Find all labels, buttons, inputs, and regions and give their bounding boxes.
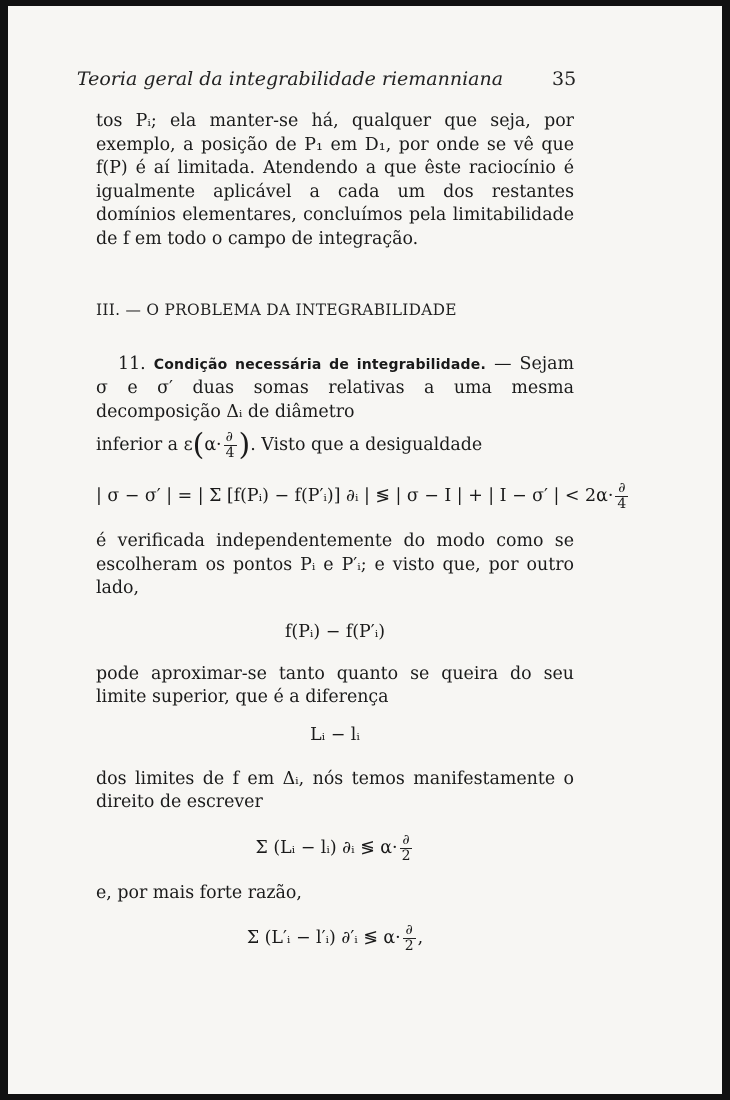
- fraction-numerator: ∂: [224, 430, 237, 446]
- paragraph-3: é verificada independentemente do modo como se escolheram os pontos Pᵢ e P′ᵢ; e visto que, por outro lado,: [96, 531, 574, 598]
- formula-1-expression: | σ − σ′ | = | Σ [f(Pᵢ) − f(P′ᵢ)] ∂ᵢ | ≶ | σ − I | + | I − σ′ | < 2α·: [96, 486, 614, 506]
- right-paren: ): [238, 427, 251, 463]
- paragraph-2-rest: Visto que a desigualdade: [255, 435, 483, 455]
- alpha-term: α·: [204, 435, 222, 455]
- paragraph-2-continued: inferior a ε(α· $\frac{\partial}{4}$ ). Visto que a desigualdade: [96, 427, 483, 463]
- fraction-numerator: ∂: [403, 923, 416, 939]
- paragraph-4: pode aproximar-se tanto quanto se queira do seu limite superior, que é a diferença: [96, 663, 574, 707]
- fraction-numerator: ∂: [615, 481, 628, 497]
- formula-inequality: [96, 480, 627, 512]
- page-body: [96, 110, 627, 972]
- formula-sum-2: [96, 923, 574, 954]
- paragraph-6: e, por mais forte razão,: [96, 882, 302, 903]
- formula-sum-1: [96, 833, 574, 864]
- formula-5-expression: Σ (L′ᵢ − l′ᵢ) ∂′ᵢ ≶ α·: [246, 928, 401, 948]
- article-heading: Condição necessária de integrabilidade.: [153, 356, 486, 373]
- formula-4-expression: Σ (Lᵢ − lᵢ) ∂ᵢ ≶ α·: [255, 837, 398, 858]
- fraction-denominator: 2: [404, 938, 414, 954]
- running-title: Teoria geral da integrabilidade riemanniana: [76, 68, 504, 90]
- fraction-denominator: 2: [401, 847, 411, 864]
- fraction-denominator: 4: [225, 445, 235, 461]
- paragraph-2-text: — Sejam σ e σ′ duas somas relativas a uma mesma decomposição Δᵢ de diâmetro: [96, 353, 574, 422]
- section-title: III. — O PROBLEMA DA INTEGRABILIDADE: [96, 301, 457, 319]
- paragraph-5: dos limites de f em Δᵢ, nós temos manifestamente o direito de escrever: [96, 768, 574, 812]
- running-header: [8, 68, 722, 100]
- formula-5-fraction: [403, 923, 416, 954]
- fraction-denominator: 4: [617, 496, 627, 512]
- formula-limits: Lᵢ − lᵢ: [310, 724, 360, 745]
- fraction-delta-4: [224, 430, 237, 461]
- formula-4-fraction: [400, 833, 413, 864]
- left-paren: (: [192, 427, 205, 463]
- fraction-numerator: ∂: [400, 833, 413, 849]
- formula-5-tail: ,: [417, 928, 424, 948]
- article-number: 11.: [118, 353, 146, 374]
- document-page: [8, 6, 722, 1094]
- paragraph-1: tos Pᵢ; ela manter-se há, qualquer que seja, por exemplo, a posição de P₁ em D₁, por onde se vê que f(P) é aí limitada. Atendendo a que êste raciocínio é igualmente aplicável a cada um dos restantes domínios elementares, concluímos pela limitabilidade de f em todo o campo de integração.: [96, 111, 574, 249]
- formula-difference: f(Pᵢ) − f(P′ᵢ): [285, 621, 385, 642]
- paragraph-2: [96, 353, 574, 425]
- inferior-text: inferior a ε: [96, 435, 193, 455]
- formula-1-fraction: [615, 481, 628, 512]
- page-number: 35: [552, 68, 577, 90]
